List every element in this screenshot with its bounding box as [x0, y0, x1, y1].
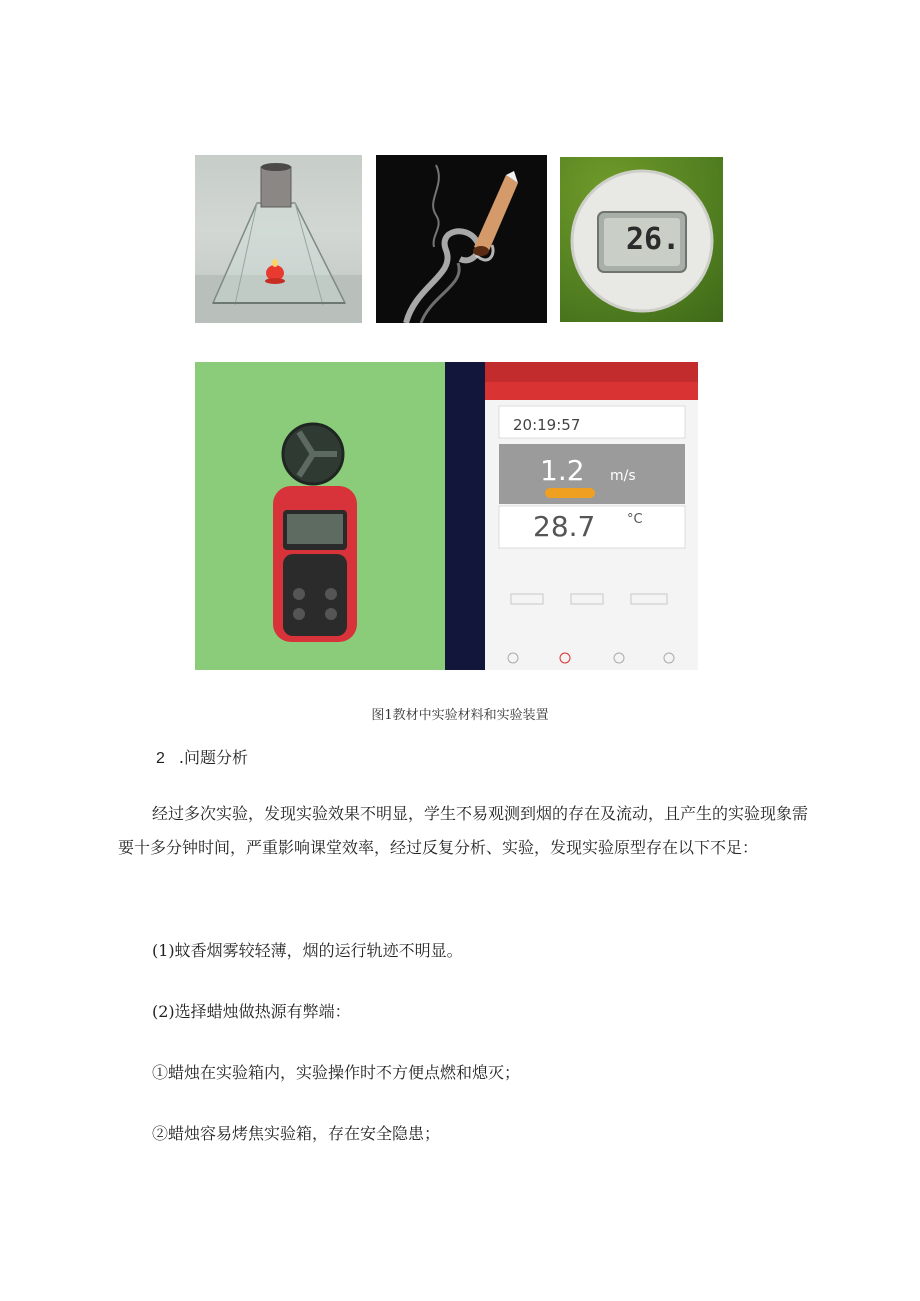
photo-glass-pyramid-candle: [195, 155, 362, 323]
app-wind-speed-unit: m/s: [610, 468, 636, 484]
figure-caption: 图1教材中实验材料和实验装置: [371, 708, 549, 723]
photo-incense-smoke: [376, 155, 547, 323]
section-number: 2: [156, 750, 165, 767]
section-title: .问题分析: [178, 748, 248, 767]
app-time: 20:19:57: [513, 416, 581, 434]
glass-pyramid-illustration: [195, 155, 362, 323]
app-wind-speed: 1.2: [540, 454, 585, 487]
section-heading: [156, 745, 248, 768]
anemometer-illustration: [195, 362, 698, 670]
app-temperature-unit: °C: [627, 512, 643, 527]
incense-smoke-illustration: [376, 155, 547, 323]
body-paragraph: 经过多次实验，发现实验效果不明显，学生不易观测到烟的存在及流动，且产生的实验现象需要十多分钟时间，严重影响课堂效率，经过反复分析、实验，发现实验原型存在以下不足：: [118, 804, 809, 857]
sub-item-2: ②蜡烛容易烤焦实验箱，存在安全隐患；: [152, 1124, 441, 1143]
photo-anemometer-and-app: [195, 362, 698, 670]
sub-item-1: ①蜡烛在实验箱内，实验操作时不方便点燃和熄灭；: [152, 1063, 521, 1082]
photo-digital-thermometer: [560, 157, 723, 322]
thermometer-reading: 26.: [626, 222, 681, 257]
list-item-2: (2)选择蜡烛做热源有弊端：: [152, 1002, 351, 1021]
list-item-1: (1)蚊香烟雾较轻薄，烟的运行轨迹不明显。: [152, 941, 463, 960]
app-temperature: 28.7: [533, 510, 596, 543]
